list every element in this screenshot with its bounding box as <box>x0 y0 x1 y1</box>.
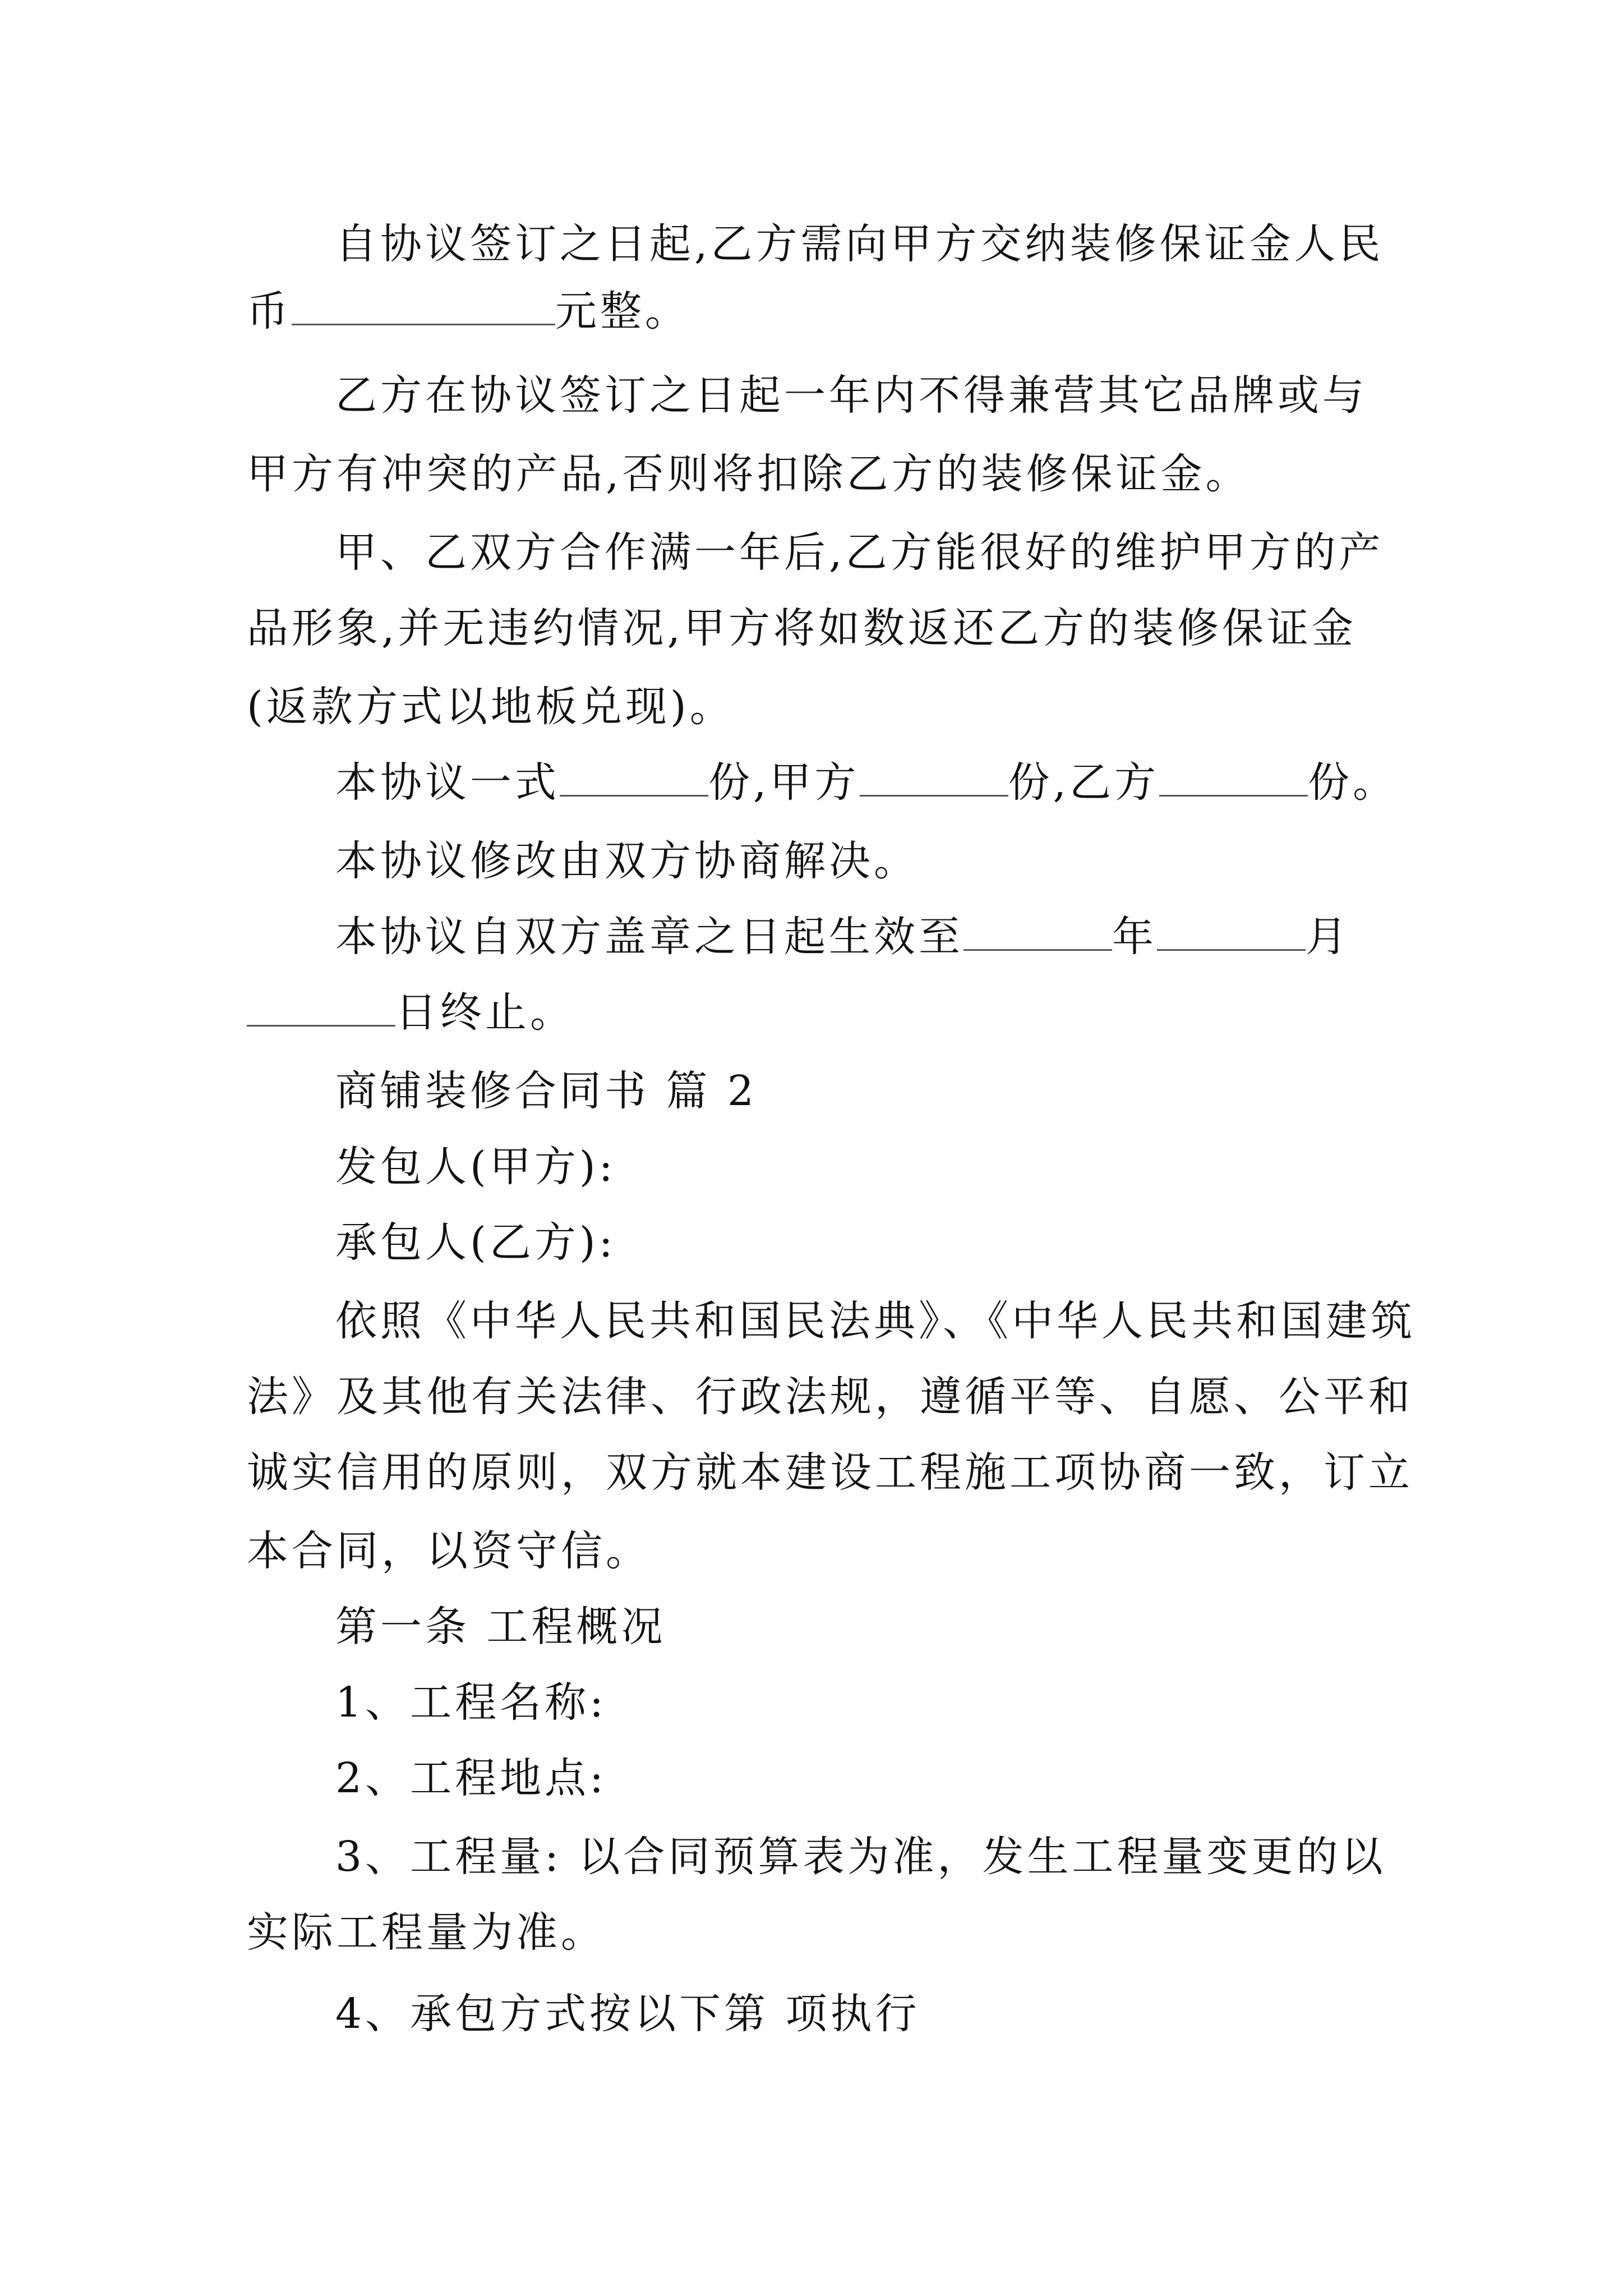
text: 商铺装修合同书 篇 2 <box>335 1067 758 1115</box>
text: 份,乙方 <box>1008 758 1160 807</box>
section-heading <box>335 1063 757 1119</box>
text: 本协议修改由双方协商解决。 <box>335 837 919 885</box>
text: 3、工程量: 以合同预算表为准，发生工程量变更的以 <box>335 1833 1386 1881</box>
basis-paragraph-line-4 <box>247 1523 651 1579</box>
term-paragraph-line-1 <box>335 909 1350 965</box>
term-paragraph-line-2 <box>247 984 575 1041</box>
copies-party-a-blank <box>860 760 1008 797</box>
text: 2、工程地点: <box>335 1754 607 1802</box>
term-month-blank <box>1157 914 1306 951</box>
party-a-line <box>335 1139 616 1195</box>
text: 承包人(乙方): <box>335 1218 616 1267</box>
refund-paragraph-line-2 <box>247 600 1357 656</box>
text: 本协议自双方盖章之日起生效至 <box>335 913 963 961</box>
text: 月 <box>1306 913 1350 961</box>
basis-paragraph-line-3 <box>247 1444 1413 1501</box>
refund-paragraph-line-3 <box>247 679 735 735</box>
text: 自协议签订之日起,乙方需向甲方交纳装修保证金人民 <box>335 220 1384 268</box>
text: 诚实信用的原则，双方就本建设工程施工项协商一致，订立 <box>247 1448 1413 1497</box>
text: 年 <box>1112 913 1157 961</box>
text: 甲、乙双方合作满一年后,乙方能很好的维护甲方的产 <box>335 528 1384 577</box>
text: 份,甲方 <box>708 758 860 807</box>
text: 4、承包方式按以下第 项执行 <box>335 1990 920 2038</box>
article-1-heading <box>335 1599 666 1655</box>
text: 日终止。 <box>395 988 575 1037</box>
text: 依照《中华人民共和国民法典》、《中华人民共和国建筑 <box>335 1297 1415 1345</box>
text: (返款方式以地板兑现)。 <box>247 683 735 731</box>
exclusivity-paragraph-line-1 <box>335 367 1367 424</box>
deposit-paragraph-line-1 <box>335 216 1384 272</box>
basis-paragraph-line-1 <box>335 1293 1415 1349</box>
text: 实际工程量为准。 <box>247 1908 606 1957</box>
text: 份。 <box>1308 758 1398 807</box>
copies-total-blank <box>560 760 708 797</box>
amendment-paragraph <box>335 833 919 889</box>
text: 甲方有冲突的产品,否则将扣除乙方的装修保证金。 <box>247 450 1251 498</box>
text: 乙方在协议签订之日起一年内不得兼营其它品牌或与 <box>335 371 1367 420</box>
text: 本合同，以资守信。 <box>247 1527 651 1575</box>
item-contract-method <box>335 1986 920 2042</box>
basis-paragraph-line-2 <box>247 1369 1413 1425</box>
item-project-name <box>335 1674 607 1731</box>
text: 品形象,并无违约情况,甲方将如数返还乙方的装修保证金 <box>247 604 1357 652</box>
term-day-blank <box>247 990 395 1027</box>
party-b-line <box>335 1214 616 1271</box>
copies-paragraph <box>335 754 1398 811</box>
copies-party-b-blank <box>1159 760 1308 797</box>
item-quantity-line-1 <box>335 1829 1386 1885</box>
item-quantity-line-2 <box>247 1904 606 1961</box>
text: 法》及其他有关法律、行政法规，遵循平等、自愿、公平和 <box>247 1373 1413 1421</box>
text: 1、工程名称: <box>335 1678 607 1727</box>
item-project-location <box>335 1750 607 1806</box>
text: 元整。 <box>555 287 690 335</box>
exclusivity-paragraph-line-2 <box>247 446 1251 502</box>
deposit-amount-blank <box>292 289 555 325</box>
text: 币 <box>247 287 292 335</box>
refund-paragraph-line-1 <box>335 524 1384 581</box>
text: 第一条 工程概况 <box>335 1603 666 1651</box>
text: 发包人(甲方): <box>335 1143 616 1191</box>
text: 本协议一式 <box>335 758 560 807</box>
term-year-blank <box>963 914 1112 951</box>
deposit-paragraph-line-2 <box>247 283 690 339</box>
